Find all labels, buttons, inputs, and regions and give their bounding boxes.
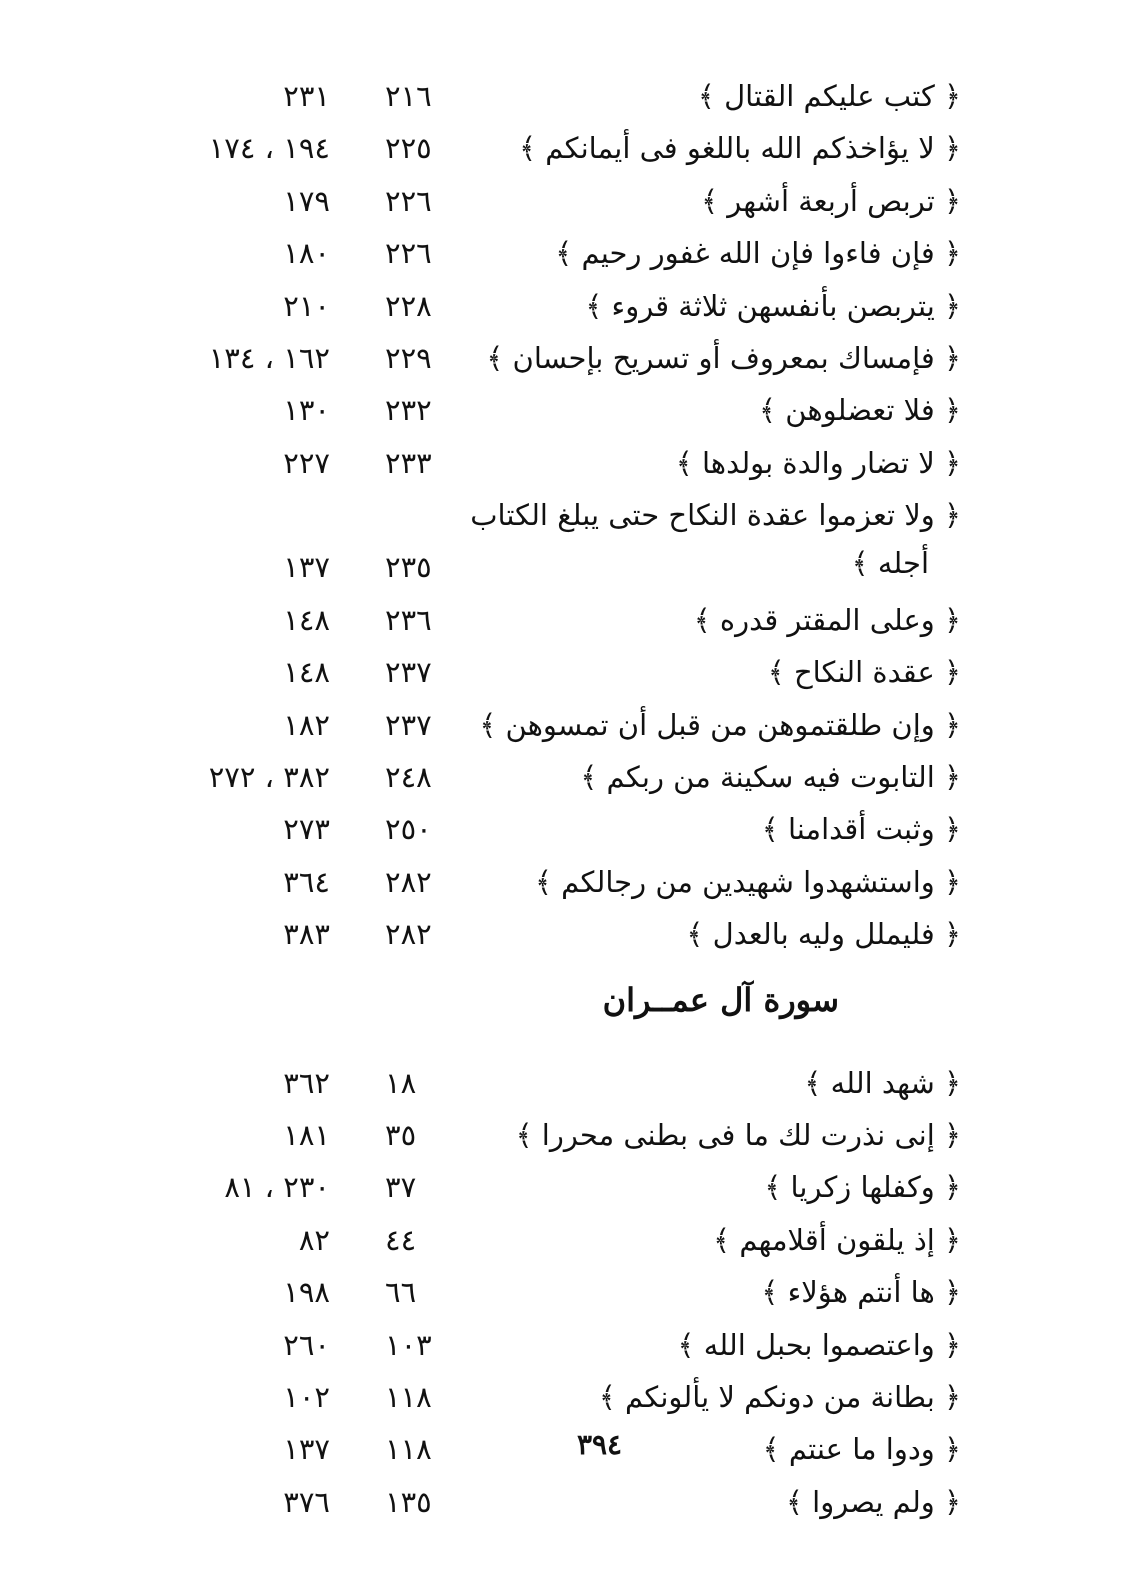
ayah-number: ١٣٥ (385, 1484, 432, 1519)
verse-text: ﴿ فليملل وليه بالعدل ﴾ (686, 917, 961, 952)
ayah-number: ٢٥٠ (385, 812, 432, 847)
verse-row (0, 386, 1139, 438)
ayah-number: ٢٣٦ (385, 602, 432, 637)
verse-row (0, 805, 1139, 857)
page-reference: ١٧٩ (283, 183, 330, 218)
verse-text: ﴿ وثبت أقدامنا ﴾ (761, 812, 961, 847)
verse-text: ﴿ شهد الله ﴾ (804, 1065, 961, 1100)
page-reference: ١٨١ (283, 1118, 330, 1153)
verse-row (0, 910, 1139, 962)
ayah-number: ٣٥ (385, 1118, 417, 1153)
verse-text: ﴿ تربص أربعة أشهر ﴾ (701, 183, 961, 218)
page-reference: ١٩٤ ، ١٧٤ (208, 131, 330, 166)
ayah-number: ٢١٦ (385, 79, 432, 113)
page-reference: ١٤٨ (283, 602, 330, 637)
verse-text: ﴿ ها أنتم هؤلاء ﴾ (761, 1275, 961, 1310)
verse-row (0, 439, 1139, 491)
page-reference: ١٩٨ (283, 1275, 330, 1310)
verse-text: ﴿ فإن فاءوا فإن الله غفور رحيم ﴾ (555, 236, 961, 271)
page-reference: ٢٢٧ (283, 445, 330, 480)
verse-text: ﴿ إذ يلقون أقلامهم ﴾ (713, 1222, 961, 1257)
verse-text: ﴿ لا يؤاخذكم الله باللغو فى أيمانكم ﴾ (519, 131, 961, 166)
ayah-number: ٢٢٨ (385, 288, 432, 323)
verse-text: ﴿ واعتصموا بحبل الله ﴾ (677, 1327, 961, 1362)
verse-text: ﴿ وإن طلقتموهن من قبل أن تمسوهن ﴾ (479, 707, 961, 742)
ayah-number: ٤٤ (385, 1222, 417, 1257)
verse-row (0, 124, 1139, 176)
page-reference: ٢٧٣ (283, 812, 330, 847)
verse-text: ﴿ بطانة من دونكم لا يألونكم ﴾ (598, 1380, 961, 1414)
verse-text: ﴿ ولم يصروا ﴾ (785, 1484, 961, 1519)
ayah-number: ٢٣٧ (385, 655, 432, 690)
ayah-number: ١١٨ (385, 1432, 432, 1467)
page-reference: ١٣٧ (283, 550, 330, 585)
page-reference: ٢٣٠ ، ٨١ (224, 1170, 330, 1205)
ayah-number: ١١٨ (385, 1380, 432, 1414)
page-reference: ١٦٢ ، ١٣٤ (208, 340, 330, 375)
verse-row (0, 229, 1139, 281)
ayah-number: ٢٣٣ (385, 445, 432, 480)
verse-row (0, 282, 1139, 334)
page-reference: ٣٨٢ ، ٢٧٢ (208, 760, 330, 795)
ayah-number: ٢٨٢ (385, 917, 432, 952)
page-reference: ١٤٨ (283, 655, 330, 690)
ayah-number: ٣٧ (385, 1170, 417, 1205)
ayah-number: ٢٨٢ (385, 864, 432, 899)
page-reference: ٣٦٤ (283, 864, 330, 899)
verse-row-wrapped (0, 491, 1139, 596)
verse-row (0, 1163, 1139, 1215)
page-reference: ٣٨٣ (283, 917, 330, 952)
page-reference: ٢٦٠ (283, 1327, 330, 1362)
verse-row (0, 1321, 1139, 1373)
verse-text: ﴿ ودوا ما عنتم ﴾ (762, 1432, 961, 1467)
ayah-number: ٢٣٧ (385, 707, 432, 742)
page-reference: ٣٧٦ (283, 1484, 330, 1519)
verse-row (0, 701, 1139, 753)
verse-group-baqarah-part1 (0, 72, 1139, 491)
verse-row (0, 1216, 1139, 1268)
page-reference: ٢١٠ (283, 288, 330, 323)
page-reference: ٣٦٢ (283, 1065, 330, 1100)
verse-row (0, 1478, 1139, 1530)
verse-group-baqarah-part2 (0, 596, 1139, 963)
verse-text: ﴿ وكفلها زكريا ﴾ (764, 1170, 961, 1205)
ayah-number: ٢٢٩ (385, 340, 432, 375)
page-footer (0, 1428, 1139, 1461)
verse-row (0, 334, 1139, 386)
ayah-number: ٢٤٨ (385, 760, 432, 795)
ayah-number: ٦٦ (385, 1275, 417, 1310)
ayah-number: ٢٢٦ (385, 236, 432, 271)
verse-text: ﴿ واستشهدوا شهيدين من رجالكم ﴾ (534, 864, 961, 899)
verse-row (0, 858, 1139, 910)
page-reference: ١٨٠ (283, 236, 330, 271)
verse-text-line1: ﴿ ولا تعزموا عقدة النكاح حتى يبلغ الكتاب (470, 498, 961, 533)
verse-index-list (0, 72, 1139, 1530)
page-number: ٣٩٤ (576, 1428, 623, 1461)
verse-text: ﴿ يتربصن بأنفسهن ثلاثة قروء ﴾ (585, 288, 961, 323)
verse-row (0, 1373, 1139, 1425)
verse-row (0, 1059, 1139, 1111)
page-reference: ١٨٢ (283, 707, 330, 742)
page-reference: ١٠٢ (283, 1380, 330, 1414)
ayah-number: ٢٢٥ (385, 131, 432, 166)
verse-row (0, 72, 1139, 124)
verse-text: ﴿ لا تضار والدة بولدها ﴾ (675, 445, 961, 480)
verse-text: ﴿ التابوت فيه سكينة من ربكم ﴾ (580, 760, 961, 795)
ayah-number: ١٨ (385, 1065, 417, 1100)
verse-text: ﴿ فإمساك بمعروف أو تسريح بإحسان ﴾ (486, 340, 961, 375)
verse-row (0, 1268, 1139, 1320)
verse-text: ﴿ فلا تعضلوهن ﴾ (759, 393, 961, 428)
ayah-number: ١٠٣ (385, 1327, 432, 1362)
page-reference: ٨٢ (298, 1222, 330, 1257)
verse-row (0, 648, 1139, 700)
page-reference: ١٣٧ (283, 1432, 330, 1467)
verse-row (0, 177, 1139, 229)
surah-heading: سورة آل عمــران (602, 980, 839, 1019)
surah-heading-row (0, 963, 1139, 1059)
page-reference: ١٣٠ (283, 393, 330, 428)
ayah-number: ٢٣٢ (385, 393, 432, 428)
ayah-number: ٢٣٥ (385, 550, 432, 585)
verse-row (0, 1111, 1139, 1163)
verse-text: ﴿ وعلى المقتر قدره ﴾ (693, 602, 961, 637)
page-reference: ٢٣١ (283, 79, 330, 113)
verse-row (0, 753, 1139, 805)
verse-text-line2: أجله ﴾ (851, 546, 929, 581)
ayah-number: ٢٢٦ (385, 183, 432, 218)
verse-text: ﴿ عقدة النكاح ﴾ (767, 655, 961, 690)
verse-row (0, 596, 1139, 648)
verse-text: ﴿ كتب عليكم القتال ﴾ (697, 79, 961, 113)
verse-text: ﴿ إنى نذرت لك ما فى بطنى محررا ﴾ (515, 1118, 961, 1153)
